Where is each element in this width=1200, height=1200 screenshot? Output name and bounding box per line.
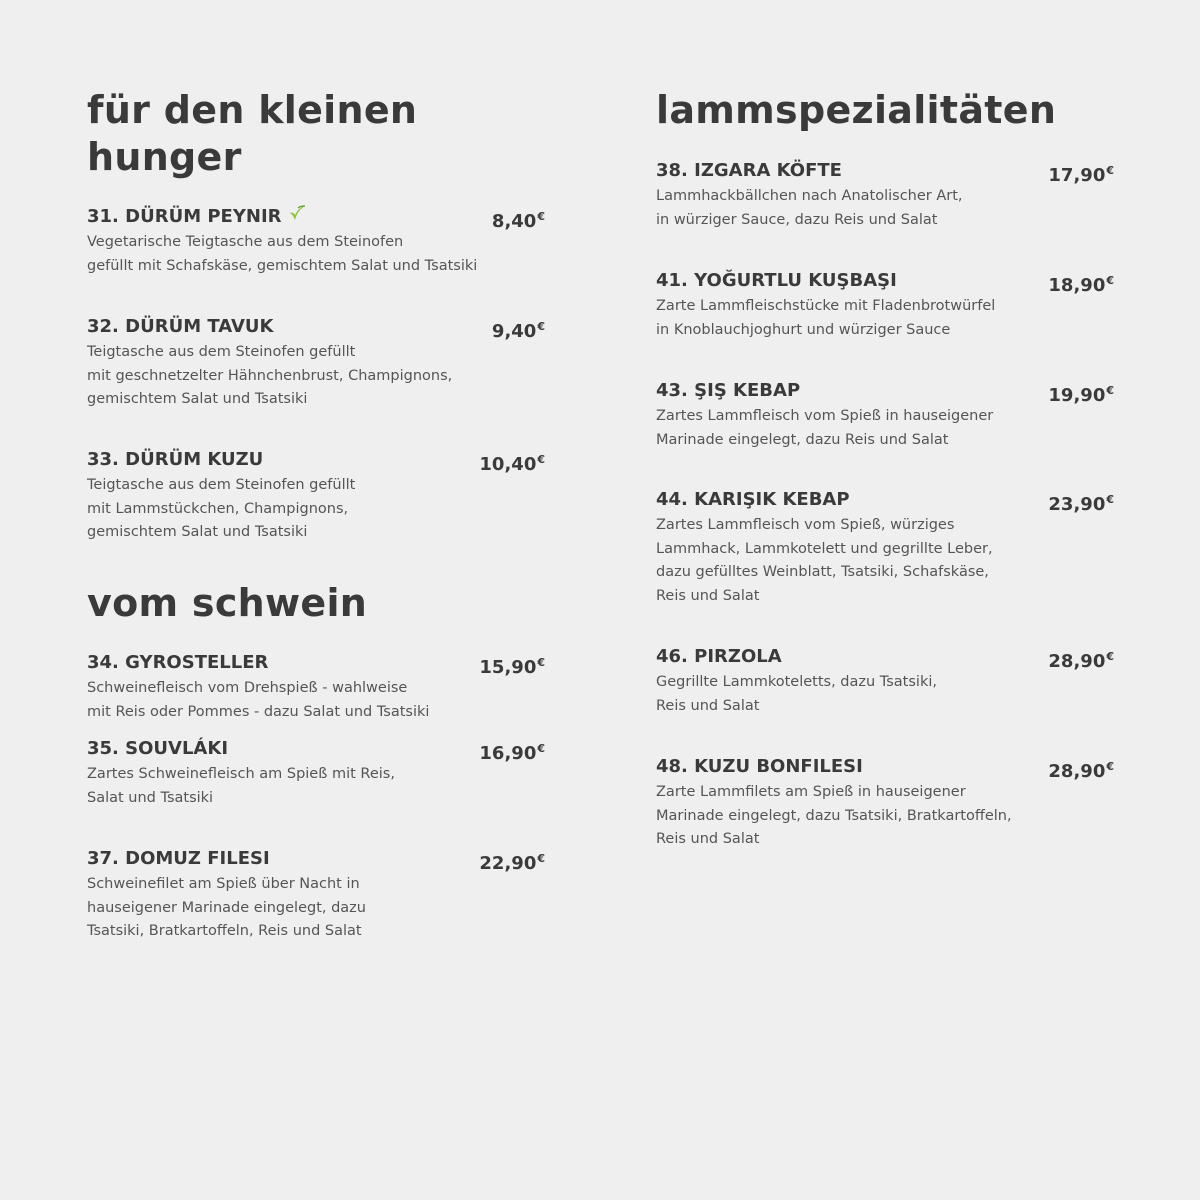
- menu-item-35: [87, 737, 545, 810]
- menu-item-48: [656, 755, 1114, 852]
- item-price: 18,90€: [1048, 274, 1114, 296]
- menu-item-32: [87, 315, 545, 412]
- item-name: 38. IZGARA KÖFTE: [656, 160, 842, 181]
- item-description: Zarte Lammfilets am Spieß in hauseigener Marinade eingelegt, dazu Tsatsiki, Bratkartoffeln, Reis und Salat: [656, 784, 1012, 847]
- menu-item-38: [656, 159, 1114, 232]
- item-name: 34. GYROSTELLER: [87, 652, 269, 673]
- menu-item-31: [87, 205, 545, 278]
- vegetarian-leaf-check-icon: [288, 205, 306, 223]
- item-price: 10,40€: [479, 453, 545, 475]
- item-description: Schweinefilet am Spieß über Nacht in hauseigener Marinade eingelegt, dazu Tsatsiki, Bratkartoffeln, Reis und Salat: [87, 876, 366, 939]
- item-name: 32. DÜRÜM TAVUK: [87, 316, 274, 337]
- item-name: 41. YOĞURTLU KUŞBAŞI: [656, 270, 897, 291]
- section-title-vom-schwein: vom schwein: [87, 581, 368, 625]
- item-name: 44. KARIŞIK KEBAP: [656, 489, 850, 510]
- item-description: Teigtasche aus dem Steinofen gefüllt mit geschnetzelter Hähnchenbrust, Champignons, gemischtem Salat und Tsatsiki: [87, 344, 453, 407]
- item-price: 17,90€: [1048, 164, 1114, 186]
- item-price: 23,90€: [1048, 493, 1114, 515]
- item-price: 28,90€: [1048, 760, 1114, 782]
- item-description: Zartes Lammfleisch vom Spieß in hauseigener Marinade eingelegt, dazu Reis und Salat: [656, 408, 994, 448]
- item-description: Teigtasche aus dem Steinofen gefüllt mit Lammstückchen, Champignons, gemischtem Salat und Tsatsiki: [87, 477, 356, 540]
- item-description: Schweinefleisch vom Drehspieß - wahlweise mit Reis oder Pommes - dazu Salat und Tsatsiki: [87, 680, 430, 720]
- section-title-lammspezialitaeten: lammspezialitäten: [656, 88, 1057, 132]
- item-price: 22,90€: [479, 852, 545, 874]
- item-name: 48. KUZU BONFILESI: [656, 756, 863, 777]
- menu-item-41: [656, 269, 1114, 342]
- item-name: 33. DÜRÜM KUZU: [87, 449, 264, 470]
- menu-item-44: [656, 488, 1114, 608]
- menu-item-37: [87, 847, 545, 944]
- item-description: Gegrillte Lammkoteletts, dazu Tsatsiki, Reis und Salat: [656, 674, 937, 714]
- menu-item-34: [87, 651, 545, 724]
- item-name: 46. PIRZOLA: [656, 646, 782, 667]
- menu-item-43: [656, 379, 1114, 452]
- menu-item-33: [87, 448, 545, 545]
- item-name: 37. DOMUZ FILESI: [87, 848, 270, 869]
- item-price: 28,90€: [1048, 650, 1114, 672]
- menu-item-46: [656, 645, 1114, 718]
- item-description: Lammhackbällchen nach Anatolischer Art, in würziger Sauce, dazu Reis und Salat: [656, 188, 963, 228]
- item-price: 16,90€: [479, 742, 545, 764]
- item-name: 43. ŞIŞ KEBAP: [656, 380, 801, 401]
- item-name: 31. DÜRÜM PEYNIR: [87, 205, 306, 229]
- item-price: 19,90€: [1048, 384, 1114, 406]
- item-price: 8,40€: [491, 210, 545, 232]
- item-description: Zarte Lammfleischstücke mit Fladenbrotwürfel in Knoblauchjoghurt und würziger Sauce: [656, 298, 996, 338]
- item-description: Zartes Schweinefleisch am Spieß mit Reis, Salat und Tsatsiki: [87, 766, 395, 806]
- item-price: 9,40€: [491, 320, 545, 342]
- item-description: Vegetarische Teigtasche aus dem Steinofen gefüllt mit Schafskäse, gemischtem Salat und Tsatsiki: [87, 234, 478, 274]
- item-price: 15,90€: [479, 656, 545, 678]
- item-name: 35. SOUVLÁKI: [87, 738, 229, 759]
- item-description: Zartes Lammfleisch vom Spieß, würziges Lammhack, Lammkotelett und gegrillte Leber, dazu gefülltes Weinblatt, Tsatsiki, Schafskäse, Reis und Salat: [656, 517, 993, 604]
- section-title-kleinen-hunger: für den kleinen hunger: [87, 88, 418, 179]
